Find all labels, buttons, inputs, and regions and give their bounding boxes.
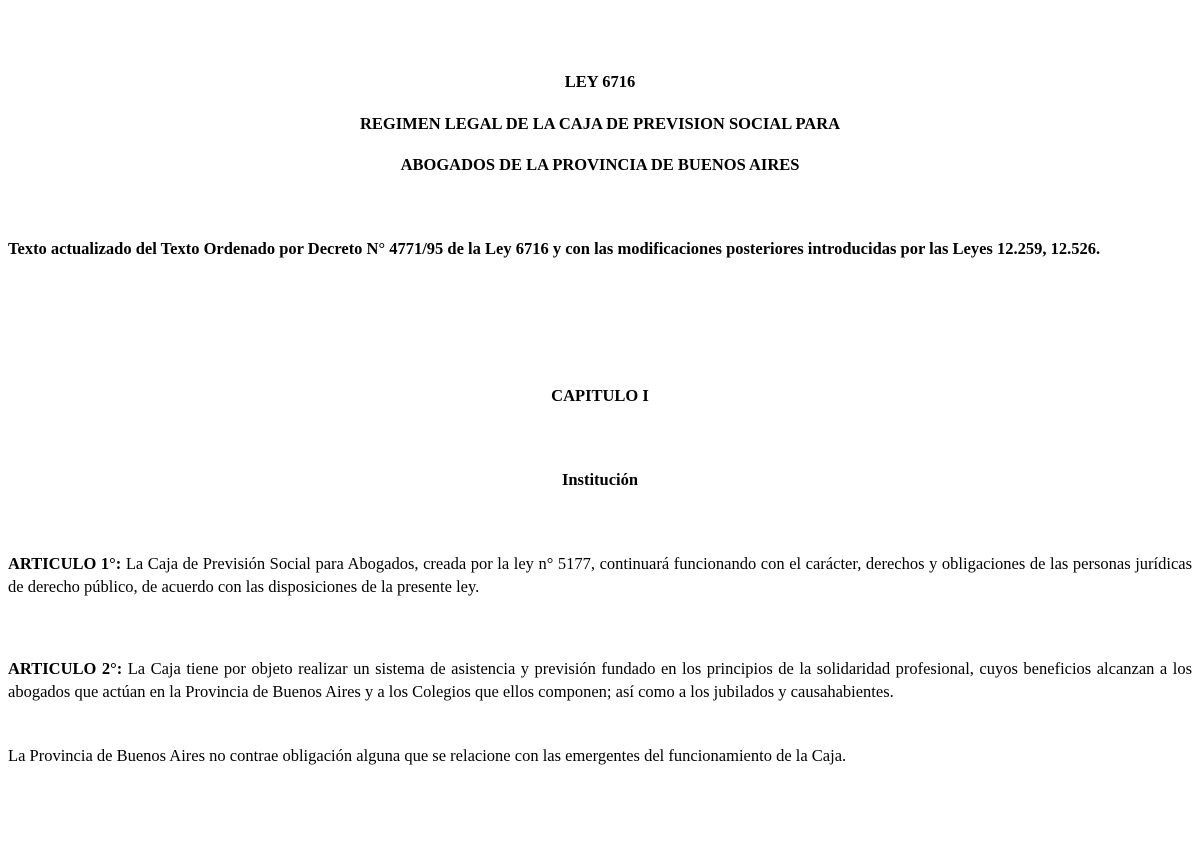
law-subtitle-line-1: REGIMEN LEGAL DE LA CAJA DE PREVISION SOCIAL PARA	[359, 114, 841, 133]
article-1-text: La Caja de Previsión Social para Abogados, creada por la ley n° 5177, continuará funcionando con el carácter, derechos y obligaciones de las personas jurídicas de derecho público, de acuerdo con las disposiciones de la presente ley.	[8, 554, 1193, 596]
article-2-text: La Caja tiene por objeto realizar un sistema de asistencia y previsión fundado en los principios de la solidaridad profesional, cuyos beneficios alcanzan a los abogados que actúan en la Provincia de Buenos Aires y a los Colegios que ellos componen; así como a los jubilados y causahabientes.	[8, 659, 1193, 701]
article-1	[8, 552, 1192, 598]
article-2-label: ARTICULO 2°:	[8, 659, 123, 678]
article-2	[8, 657, 1192, 703]
chapter-heading: CAPITULO I	[551, 386, 649, 405]
law-subtitle-line-2: ABOGADOS DE LA PROVINCIA DE BUENOS AIRES	[400, 155, 800, 174]
article-1-label: ARTICULO 1°:	[8, 554, 122, 573]
closing-paragraph: La Provincia de Buenos Aires no contrae obligación alguna que se relacione con las emergentes del funcionamiento de la Caja.	[8, 746, 847, 765]
intro-paragraph: Texto actualizado del Texto Ordenado por Decreto N° 4771/95 de la Ley 6716 y con las modificaciones posteriores introducidas por las Leyes 12.259, 12.526.	[8, 239, 1101, 258]
law-title: LEY 6716	[564, 72, 636, 91]
section-heading: Institución	[561, 470, 639, 489]
